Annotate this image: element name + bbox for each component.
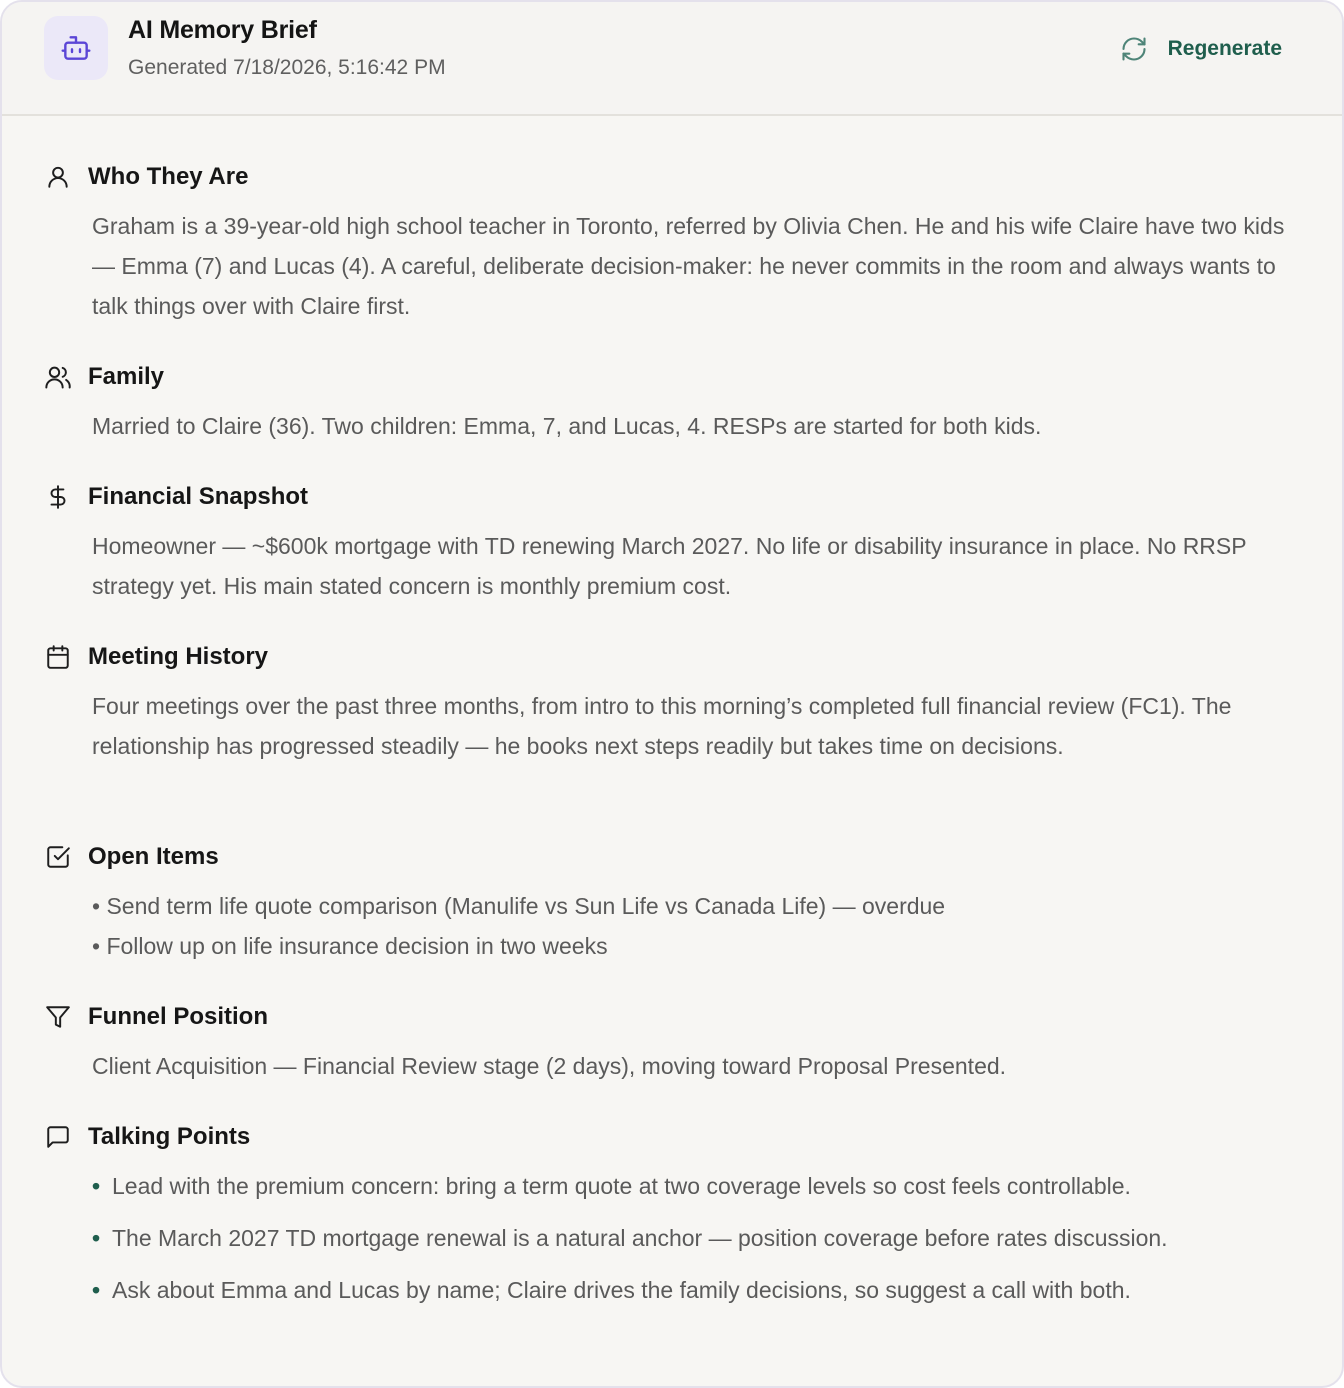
- section-title: Meeting History: [88, 643, 269, 670]
- list-item: • Follow up on life insurance decision in two weeks: [92, 933, 608, 959]
- talking-point-text: Lead with the premium concern: bring a term quote at two coverage levels so cost feels controllable.: [112, 1173, 1131, 1199]
- users-icon: [44, 363, 72, 391]
- funnel-icon: [44, 1003, 72, 1031]
- bullet-dot: •: [92, 1277, 101, 1303]
- talking-points-list: [92, 1166, 1294, 1310]
- robot-icon: [44, 16, 108, 80]
- list-item: • Send term life quote comparison (Manulife vs Sun Life vs Canada Life) — overdue: [92, 893, 946, 919]
- dollar-icon: [44, 483, 72, 511]
- bullet-dot: •: [92, 1173, 101, 1199]
- bullet-dot: •: [92, 1225, 101, 1251]
- section-family: [44, 360, 1294, 446]
- section-financial-snapshot: [44, 480, 1294, 606]
- section-who-they-are: [44, 160, 1294, 326]
- regenerate-label: Regenerate: [1167, 37, 1282, 60]
- talking-point-text: Ask about Emma and Lucas by name; Claire drives the family decisions, so suggest a call with both.: [112, 1277, 1131, 1303]
- brief-header: [2, 2, 1342, 116]
- open-items-list: [92, 886, 1294, 966]
- list-item: [92, 1218, 1294, 1258]
- section-talking-points: [44, 1120, 1294, 1322]
- section-body: Four meetings over the past three months, from intro to this morning’s completed full financial review (FC1). The relationship has progressed steadily — he books next steps readily but takes time on decisions.: [92, 693, 1232, 759]
- section-body: Graham is a 39-year-old high school teacher in Toronto, referred by Olivia Chen. He and his wife Claire have two kids — Emma (7) and Lucas (4). A careful, deliberate decision-maker: he never commits in the room and always wants to talk things over with Claire first.: [92, 213, 1285, 319]
- regenerate-button[interactable]: [1120, 32, 1282, 66]
- refresh-icon: [1120, 35, 1148, 63]
- list-item: [92, 1166, 1294, 1206]
- section-body: Client Acquisition — Financial Review stage (2 days), moving toward Proposal Presented.: [92, 1053, 1007, 1079]
- section-title: Family: [88, 363, 165, 390]
- section-title: Open Items: [88, 843, 219, 870]
- generated-timestamp: Generated 7/18/2026, 5:16:42 PM: [128, 56, 446, 79]
- section-title: Financial Snapshot: [88, 483, 309, 510]
- section-title: Who They Are: [88, 163, 249, 190]
- checkbox-icon: [44, 843, 72, 871]
- section-title: Funnel Position: [88, 1003, 268, 1030]
- user-icon: [44, 163, 72, 191]
- section-funnel-position: [44, 1000, 1294, 1086]
- brief-title: AI Memory Brief: [128, 16, 317, 44]
- calendar-icon: [44, 643, 72, 671]
- talking-point-text: The March 2027 TD mortgage renewal is a natural anchor — position coverage before rates discussion.: [112, 1225, 1168, 1251]
- message-icon: [44, 1123, 72, 1151]
- section-body: Homeowner — ~$600k mortgage with TD renewing March 2027. No life or disability insurance in place. No RRSP strategy yet. His main stated concern is monthly premium cost.: [92, 533, 1247, 599]
- list-item: [92, 1270, 1294, 1310]
- section-meeting-history: [44, 640, 1294, 766]
- section-body: Married to Claire (36). Two children: Emma, 7, and Lucas, 4. RESPs are started for both kids.: [92, 413, 1042, 439]
- section-open-items: [44, 840, 1294, 966]
- section-title: Talking Points: [88, 1123, 251, 1150]
